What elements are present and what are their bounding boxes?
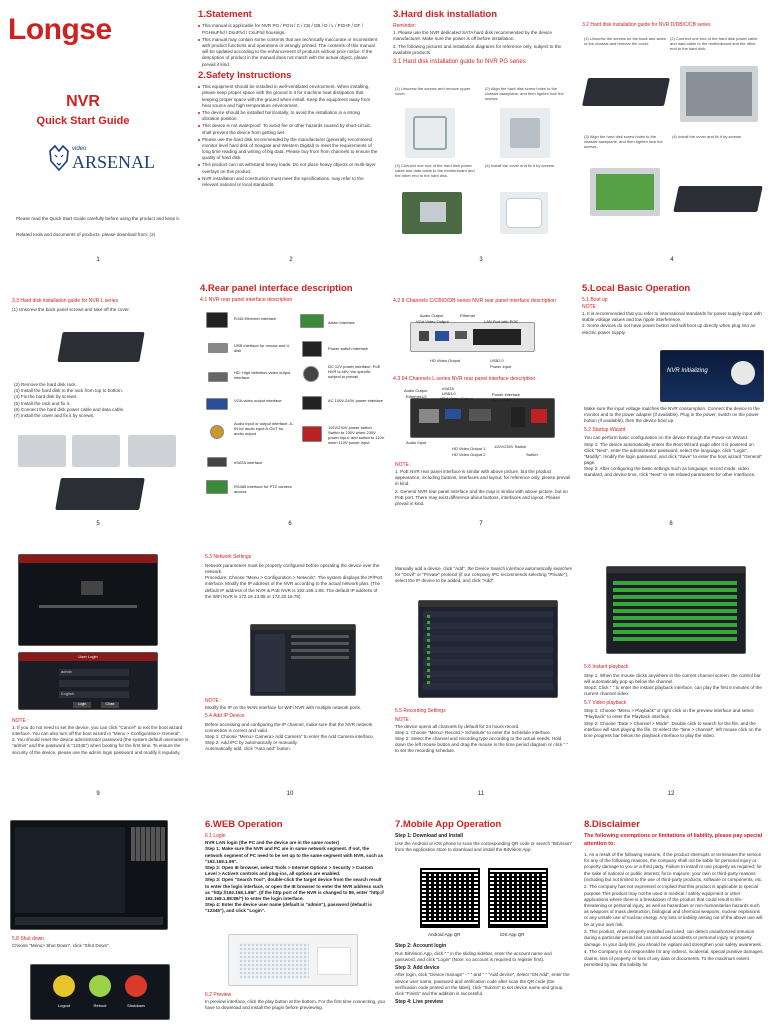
reminder-text: 1. Please use the NVR dedicated SATA hard disk recommended by the device manufacturer. Make sure the power is off before installation. [393, 30, 552, 42]
panel-label: Audio Output [404, 388, 428, 393]
wizard-notes [12, 718, 190, 778]
esata-port-icon [207, 457, 227, 467]
cover-page [8, 8, 188, 268]
step-caption: (3) Align the hard disk screw holes to the chassis baseplane, and then tighten lock the screws. [584, 134, 663, 150]
subsection-title: 3.1 Hard disk installation guide for NVR PG series [393, 59, 526, 66]
page-number: 12 [667, 791, 675, 797]
note-text: Modify the IP on the WAN interface for WiFi NVR with multiple network ports. [205, 704, 362, 710]
paragraph: In preview interface, click the play button at the bottom. For the first time connecting, you have to download and install the plugin before previewing. [205, 998, 385, 1010]
section-title: 5.Local Basic Operation [582, 284, 691, 294]
note-text: 2. General NVR rear panel interface and the map is similar with above picture, but no PoE port. There may exist difference about buttons, interfaces and layout. Please prevail in kind. [395, 488, 568, 507]
nvr-c-hdd-illustration [590, 168, 660, 216]
wolf-icon [48, 145, 70, 171]
shutdown-section [12, 936, 188, 956]
reminder-label: Reminder: [393, 23, 417, 30]
cover-note: Please read the Quick Start Guide carefully before using the product and keep it. [16, 216, 180, 221]
schedule-screenshot [606, 566, 746, 654]
step-caption: (3) Connect one end of the hard disk power cable and data cable to the motherboard and the other end to the hard disk. [395, 163, 475, 179]
cover-download-note: Related tools and documents of products, please download from: (2) [16, 232, 156, 237]
safety-list [198, 84, 378, 188]
nvr-hdd-illustration [500, 108, 550, 158]
nvr-l-illustration [57, 332, 144, 362]
rear-panel-l-title [393, 376, 573, 386]
panel-label: Alarm Interface [492, 397, 520, 402]
panel-label: HD Video Output 2 [452, 452, 486, 457]
recording-settings [395, 708, 573, 780]
step-title: Step 4: Live preview [395, 998, 444, 1005]
subsection-title: 5.7 Video playback [584, 699, 627, 706]
mobile-app-steps [395, 942, 573, 1024]
page-number: 7 [479, 521, 483, 527]
dc-power-icon [303, 366, 319, 382]
note-text: 1. It is recommended that you refer to international standards for power supply input with stable voltage values and low ripple interference. 2. Some devices do not have power button and will boot up directly when plug into an electric power supply. [582, 310, 762, 335]
disclaimer-item: 2. The company has not expressed or implied that this product is applicable to special purpose.This product may not be used in medical / safety equipment or other applications where there is a breakdown of the product that could result in life-threatening or personal injury, as well as hazardous or non-humanitarian hazards such as weapons of mass destruction, biological and chemical weapons, nuclear explosions or any unsafe use of nuclear energy. Any loss or liability arising out of the above use will be at your own risk. [584, 884, 763, 927]
android-qr-code [420, 868, 480, 928]
subsection-title: 5.6 Instant playback [584, 664, 629, 670]
panel-label: Audio Output [420, 313, 444, 318]
list-item: (4) Fix the hard disk by screws. [14, 394, 78, 400]
list-item: (6) Connect the hard disk power cable and data cable. [14, 406, 125, 412]
panel-label: VGA Video Output [440, 396, 473, 401]
rear-panel-notes [395, 462, 573, 517]
playback-page [584, 664, 764, 780]
local-operation-page [582, 284, 764, 348]
panel-label: Ethernet1/2 [406, 394, 427, 399]
subsection-title: 5.1 Boot up [582, 297, 608, 304]
page-number: 5 [96, 521, 100, 527]
panel-label: HD Video Output [430, 358, 461, 363]
rj45-port-icon [206, 312, 228, 328]
panel-label: Switch [526, 452, 538, 457]
arsenal-logo: video ARSENAL [48, 145, 188, 171]
nvr-l-rear-panel [410, 398, 555, 438]
shutdown-label: Shutdown [127, 1003, 145, 1008]
web-operation-page [205, 820, 385, 930]
list-item: This manual is applicable for NVR PG / PGH / C / CB / DB / D / L / PGHF / DF / PGHsuFhd / DsuFhd / CsuFhd housings. [198, 23, 378, 35]
panel-label: HD Video Output 1 [452, 446, 486, 451]
l-steps-list [14, 382, 189, 419]
subsection-title: 6.2 Preview [205, 992, 232, 998]
rs485-port-icon [206, 480, 228, 494]
port-label: DC 12V power interface, PoE NVR is 48V, the specific subject to prevail [328, 364, 381, 379]
list-item: (7) Install the cover and fix it by screws. [14, 412, 95, 418]
reboot-icon[interactable] [89, 975, 111, 997]
login-button[interactable]: Login [73, 702, 91, 708]
subsection-title: 4.2 8 Channels C/CB/D/DB series NVR rear panel interface description [393, 298, 556, 304]
step-title: Step 3: Add device [395, 964, 440, 971]
ac-power-icon [302, 396, 322, 410]
subsection-title: 5.2 Startup Wizard [584, 426, 626, 433]
nvr-c-illustration [582, 78, 670, 106]
usb-port-icon [208, 343, 228, 353]
disclaimer-lead: The following exemptions or limitations of liability, please pay special attention to: [584, 833, 763, 847]
step-caption: (4) Install the cover and fix it by screws. [485, 163, 556, 168]
list-item: Please use the hard disk recommended by the manufacturer (generally recommend monitor level hard disk of Seagate and Western Digital) to meet the requirements of long time reading and writing of big data. Please buy from from channels to ensure the quality of hard disk. [198, 137, 378, 162]
section-title: 8.Disclaimer [584, 820, 640, 830]
hdd-cable-illustration [402, 192, 462, 234]
panel-label: Power Interface [492, 392, 521, 397]
subsection-title: 3.2 Hard disk installation guide for NVR D/DB/C/CB series [582, 22, 711, 28]
section-title: 4.Rear panel interface description [200, 284, 353, 294]
step-caption: (1) Unscrew the back panel screws and take off the cover. [12, 306, 130, 312]
subsection-title: 5.4 Add IP Device [205, 712, 245, 719]
port-label: AC 100V-240V power interface [328, 398, 383, 403]
logout-label: Logout [57, 1003, 71, 1008]
list-item: (3) Install the hard disk to the rack from top to bottom. [14, 388, 124, 394]
guide-title: Quick Start Guide [36, 115, 130, 128]
qr-caption: iOS App QR [500, 932, 525, 937]
subsection-title: 4.3 64 Channels L series NVR rear panel interface description [393, 376, 536, 382]
paragraph: Choose "Menu> Shut Down", click "Shut Down". [12, 942, 111, 948]
statement-page [198, 10, 378, 255]
page-number: 1 [96, 257, 100, 263]
network-screenshot [250, 624, 356, 696]
subsection-title: 5.5 Recording Settings [395, 708, 446, 714]
page-number: 3 [479, 257, 483, 263]
note-text: 1. If you do not need to set the device, you can click "Cancel" to exit the boot wizard interface. You can also turn off the boot wizard in "Menu > Configuration> General". 2. You should reset the device administrator password (the system default username is "admin" and the password is "12345") when booting for the first time. To ensure the security of the device, please use the admin login password and modify it regularly. [12, 724, 189, 755]
shutdown-icon[interactable] [125, 975, 147, 997]
step-title: Step 2: Account login [395, 943, 447, 949]
nvr-closed-illustration [500, 192, 548, 234]
shutdown-screenshot [30, 964, 170, 1020]
panel-label: LAN Port with POE [484, 319, 519, 324]
local-operation-text [584, 406, 764, 526]
hdd-rack-illustration [128, 435, 176, 467]
panel-label: 110V/230V Switch [494, 444, 527, 449]
subsection-title: 6.1 Login [205, 833, 226, 840]
close-button[interactable]: Close [101, 702, 119, 708]
reminder-text: 2. The following pictures and installation diagrams for reference only, subject to the available products. [393, 44, 562, 56]
alarm-port-icon [300, 314, 324, 328]
subsection-title: 3.3 Hard disk installation guide for NVR L series [12, 298, 118, 304]
username-field[interactable]: admin [59, 669, 129, 676]
port-label: 110V/230V power switch. Switch to 230V when 230V power input, and switch to 110V when 110V power input [328, 425, 385, 445]
language-select[interactable]: English [59, 691, 129, 698]
paragraph: Make sure the input voltage matches the NVR consumption. Connect the device to the monitor and to the power adapter (if available). Plug in the power, switch on the power button (if available), then the device boot up. [584, 406, 760, 424]
list-item: This manual may contain some contents that are technically inaccurate or inconsistent with product functions and operations or wrongly printed. The contents of this manual will be updated according to the enhancement of products without prior notice. If the description of product in the manual does not match with the actual object, please prevail it kind. [198, 37, 378, 68]
subsection-title: 5.8 Shut down [12, 936, 44, 942]
statement-list [198, 23, 378, 67]
panel-label: Audio Input [406, 440, 427, 445]
step-title: Step 1: Download and Install [395, 833, 464, 840]
step-caption: (1) Unscrew the screws and remove upper cover. [395, 86, 471, 97]
hdmi-port-icon [208, 372, 228, 382]
paragraph: Manually add a device, click "Add", the Device Search interface automatically searches for "Onvif" or "Private" protocol (if our company IPC recommends selecting "Private"), select the IP device to be added, and click "Add". [395, 566, 572, 584]
note-text: 1. PoE NVR rear panel interface is similar with above picture, but the product appearance, including buttons, interfaces and layout, for reference only, please prevail in kind. [395, 468, 571, 487]
manual-add-text [395, 566, 573, 596]
web-preview-section [205, 992, 385, 1022]
subsection-title: 4.1 NVR rear panel interface description [200, 297, 293, 304]
panel-label: Ethernet [460, 313, 476, 318]
list-item: (5) Install the rack and fix it. [14, 400, 71, 406]
boot-screen [660, 350, 764, 402]
section-title: 6.WEB Operation [205, 820, 283, 830]
disclaimer-item: 1. As a result of the following reasons, if the product interrupts or terminates the service for any of the following reasons, the company shall not be liable for personal injury or property damage to you or a third party. Failure to install or use properly as required; for the sake of national or public interest; force majeure; your own or third-party reasons (including but not limited to the use of third-party products, software or components, etc. [584, 852, 763, 882]
note-label: NOTE : [205, 698, 222, 704]
port-label: USB interface for mouse and U disk [234, 343, 290, 353]
note-label: NOTE : [395, 716, 412, 723]
nvr-c-rear-panel [410, 322, 535, 352]
port-label: Audio input or output interface. A-IN for audio input A-OUT for audio output [234, 421, 294, 436]
page-number: 11 [477, 791, 485, 797]
panel-label: USB3.0 [442, 391, 456, 396]
section-title: 7.Mobile App Operation [395, 820, 502, 830]
paragraph: Step 1: Choose "Menu > Playback" or right click on the preview interface and select "Playback" to enter the Playback interface. Step 2: Choose "Date > Channel > Mode". Double click to search for the file, and the interface will start playing the file. Or select the "time > channel", left mouse click on the time progress bar below the playback interface to play the video. [584, 708, 762, 738]
paragraph: The device opens all channels by default for 24 hours record. Step 1: Choose "Menu> Record > Schedule" to enter the Schedule interface. Step 2: Select the channel and recording type according to the actual needs. Hold down the left mouse button and drag the mouse in the time period diagram or click " " to set the recording schedule. [395, 723, 569, 754]
page-number: 2 [289, 257, 293, 263]
nvr-c-closed-illustration [673, 186, 763, 212]
nvr-l-closed-illustration [55, 478, 145, 510]
section-title: 3.Hard disk installation [393, 10, 497, 20]
list-item: This equipment should be installed in well-ventilated environment. When installing, please keep proper space with the ground in it for machine heat dissipation that keeping proper space with the ground when install. Keep the equipment away from heat source and high temperature environment. [198, 84, 378, 109]
note-label: NOTE : [395, 462, 412, 468]
disclaimer-item: 4. The Company is not responsible for any indirect, incidental, special punitive damages, claims, loss of property or loss of any data or documents. To the maximum extent permitted by law, the liability for [584, 949, 764, 967]
port-label: RS485 interface for PTZ camera access [234, 484, 292, 494]
paragraph: Step 1: When the mouse clicks anywhere in the current channel screen, the control bar will automatically pop up below the channel. Step2: Click " " to enter the instant playback interface, can play the first 5 minutes of the current channel video. [584, 672, 762, 697]
hdd-rack-illustration [18, 435, 66, 467]
port-label: VGA video output interface [234, 398, 282, 403]
web-login-screenshot [228, 934, 358, 986]
vga-port-icon [206, 398, 228, 410]
subsection-title: 5.3 Network Settings [205, 554, 252, 560]
paragraph: Network parameters must be properly configured before operating the device over the network. Procedure: Choose "Menu > Configuration > Network". The system displays the IP/Port interface. Modify the IP address of the NVR according to the actual network plan. (The default IP address of the NVR & PoE NVR is 192.168.1.88. The default IP address of the WiFi NVR is 172.18.13.88 or 172.20.18.78) [205, 562, 383, 599]
list-item: The device should be installed horizontally, to avoid the installation in a strong vibration position. [198, 110, 378, 122]
disclaimer-item: 3. This product, when properly installed and used, can detect unauthorized intrusion during a particular period but can not avoid accidents or personal injury or property damage. In your daily life, you should be vigilant and strengthen your safety awareness. [584, 929, 763, 947]
login-screenshot [18, 652, 158, 710]
password-field[interactable] [59, 680, 129, 687]
hdd-rack-illustration [72, 435, 120, 467]
panel-label: VGA Video Output [416, 319, 449, 324]
logout-icon[interactable] [53, 975, 75, 997]
note-label: NOTE : [582, 304, 599, 311]
add-camera-screenshot [418, 600, 558, 698]
paragraph: Run BitVision App, click " " in the sliding sidebar, enter the account name and password, and click "Login" (Note: no account is required to register first). [395, 950, 552, 962]
disclaimer-page [584, 820, 764, 1024]
step-caption: (2) Connect one end of the hard disk power cable and data cable to the motherboard and the other end to the hard disk. [670, 36, 758, 52]
playback-screenshot [10, 820, 168, 930]
login-title: User Login [19, 653, 157, 661]
panel-label: USB2.0 [490, 358, 504, 363]
list-item: NVR installation and construction must meet the specifications, may refer to the relevant national or local standards. [198, 176, 378, 188]
port-label: Power switch interface [328, 346, 369, 351]
page-number: 10 [286, 791, 294, 797]
nvr-open-illustration [405, 108, 455, 158]
panel-label: Power Input [490, 364, 512, 369]
mobile-app-page [395, 820, 573, 864]
page-number: 8 [669, 521, 673, 527]
wizard-screenshot [18, 554, 158, 646]
panel-label: eSATA [442, 386, 455, 391]
page-number: 6 [288, 521, 292, 527]
note-label: NOTE : [12, 718, 29, 724]
ios-qr-code [488, 868, 548, 928]
reboot-label: Reboot [93, 1003, 107, 1008]
list-item: This product can not withstand heavy loads. Do not place heavy objects or multi-layer overlays on this product. [198, 162, 378, 174]
section-title: 1.Statement [198, 10, 252, 20]
step-caption: (2) Align the hard disk screw holes to the chassis baseplane, and then tighten lock the screws. [485, 86, 564, 102]
section-title: 2.Safety Instructions [198, 69, 292, 81]
list-item: This device is not waterproof. To avoid fire or other hazards caused by short-circuit, shall prevent the device from getting wet. [198, 123, 378, 135]
port-label: eSATA interface [234, 460, 263, 465]
audio-port-icon [210, 425, 224, 439]
voltage-switch-icon [302, 426, 322, 442]
product-title: NVR [66, 92, 100, 110]
power-switch-icon [302, 341, 322, 357]
add-ip-device [205, 698, 385, 778]
paragraph: Use the Android or iOS phone to scan the corresponding QR code or search "BitVision" from the application store to download and install the BitVision App. [395, 841, 573, 853]
boot-screen-text: NVR Initializing [667, 368, 708, 374]
paragraph: You can perform basic configuration on the device through the Power-on Wizard. Step 1: The device automatically enters the Boot Wizard page after it is powered on. Click "Next", enter the administrator password, select the language, click "Login", "Modify", modify the login password, and click "Save" to enter the boot wizard "General" page. Step 2: After configuring the basic settings such as language, record mode, video standard, and device time, click "Next" to set related parameters for other interfaces. [584, 435, 763, 478]
step-caption: (1) Unscrew the screws on the back and sides of the chassis and remove the cover. [584, 36, 666, 47]
page-number: 4 [670, 257, 674, 263]
list-item: (2) Remove the hard disk rack. [14, 382, 77, 387]
qr-caption: Android App QR [428, 932, 461, 937]
port-label: HD: High definition video output interface [234, 370, 291, 380]
paragraph: Before accessing and configuring the IP channel, make sure that the NVR network connection is correct and valid. Step 1: Choose "Menu> Camera> Add Camera" to enter the Add Camera interface. Step 2: Add IPC by automatically or manually. Automatically add, click "Auto add" button. [205, 721, 374, 752]
port-label: Alarm interface [328, 320, 355, 325]
brand-logo: Longse [8, 13, 112, 46]
network-page [205, 554, 385, 620]
paragraph: NVR LAN login (the PC and the device are in the same router) Step 1: Make sure the NVR and PC are in same network segment. If not, the network segment of PC need to be set up to the same segment with NVR, such as "192.168.1.99". Step 2: Open IE browser, select Tools > Internet Options > Security > Custom Level > ActiveX controls and plug-ins, all options are enabled. Step 3: Open "Search Tool", double-click the target device from the search result to enter the login interface, or open the IE browser to enter the NVR address such as "http://192.168.1.88/". (If the http port of the NVR is changed to 89, enter "http:// 192.168.1.88:89/") to enter the login interface. Step 4: Enter the device user name (default is "admin"), password (default is "12345"), and click "Login". [205, 840, 384, 914]
page-number: 9 [96, 791, 100, 797]
nvr-c-open-illustration [680, 66, 758, 122]
paragraph: After login, click "Device manage" - " " and " " "Add device", select "SN Add", enter the device user name, password and verification code after scan the QR code (the verification code printed on the label), click "Submit" to set device name and group, click "Finish" and the addition is successful. [395, 972, 570, 996]
port-label: RJ45 Ethernet interface [234, 316, 277, 321]
step-caption: (4) Install the cover and fix it by screws. [672, 134, 743, 139]
